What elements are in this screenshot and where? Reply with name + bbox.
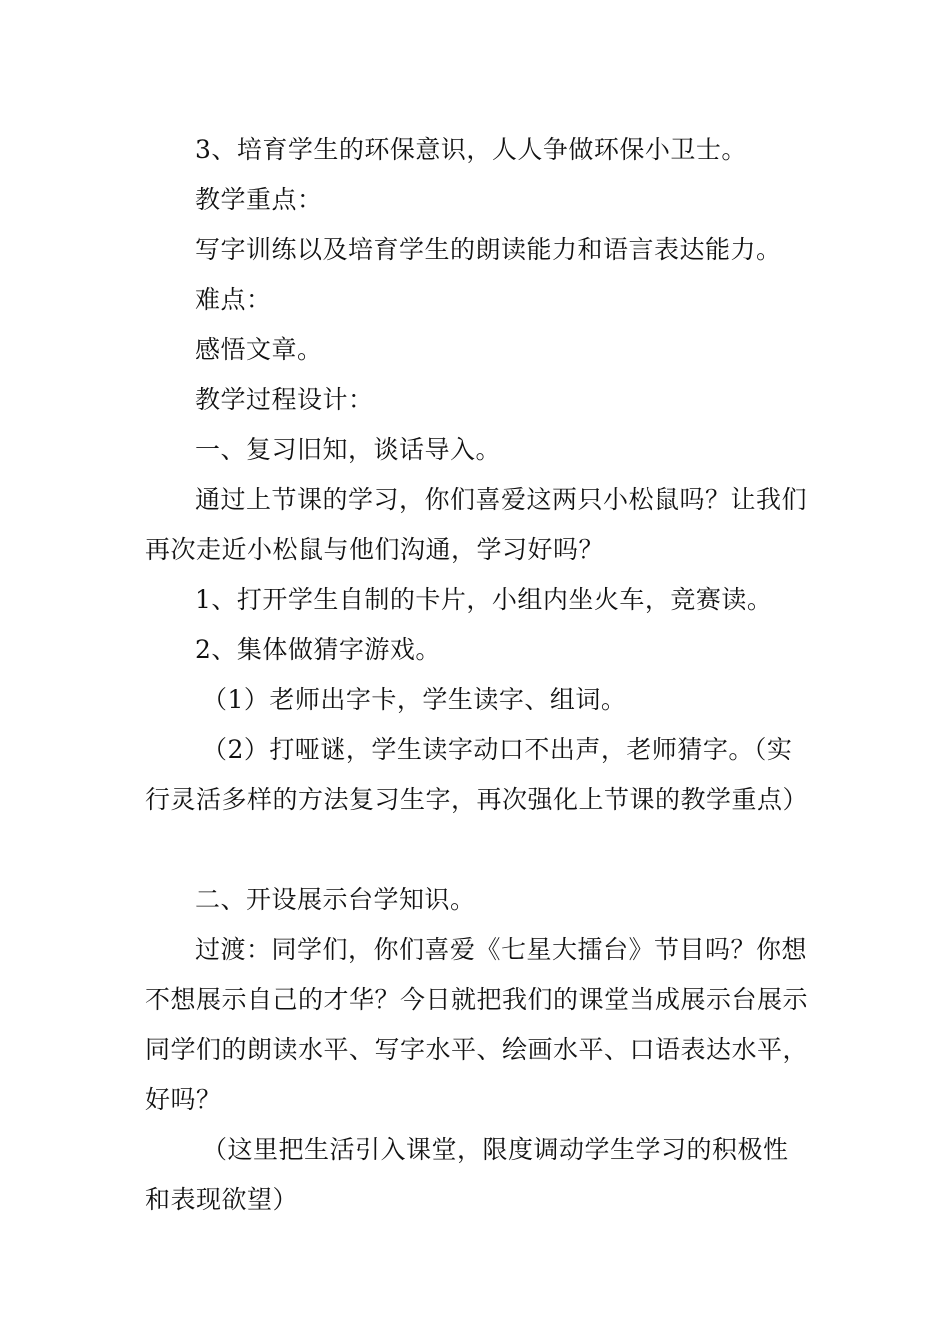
- paragraph-substep-1: （1）老师出字卡，学生读字、组词。: [202, 685, 627, 714]
- section-heading-review: 一、复习旧知，谈话导入。: [195, 435, 502, 464]
- paragraph-objective-3: 3、培育学生的环保意识，人人争做环保小卫士。: [195, 135, 747, 164]
- paragraph-intro-question: 通过上节课的学习，你们喜爱这两只小松鼠吗？让我们再次走近小松鼠与他们沟通，学习好吗？: [145, 485, 808, 564]
- section-heading-showcase: 二、开设展示台学知识。: [195, 885, 476, 914]
- paragraph-difficulties: 感悟文章。: [195, 335, 323, 364]
- paragraph-step-1: 1、打开学生自制的卡片，小组内坐火车，竞赛读。: [195, 585, 773, 614]
- paragraph-note: （这里把生活引入课堂，限度调动学生学习的积极性和表现欲望）: [145, 1135, 789, 1214]
- paragraph-transition: 过渡：同学们，你们喜爱《七星大擂台》节目吗？你想不想展示自己的才华？今日就把我们的课堂当成展示台展示同学们的朗读水平、写字水平、绘画水平、口语表达水平，好吗？: [145, 935, 809, 1114]
- heading-difficulties: 难点：: [195, 285, 272, 314]
- heading-process-design: 教学过程设计：: [195, 385, 374, 414]
- paragraph-substep-2: （2）打哑谜，学生读字动口不出声，老师猜字。（实行灵活多样的方法复习生字，再次强化上节课的教学重点）: [145, 735, 809, 814]
- paragraph-key-points: 写字训练以及培育学生的朗读能力和语言表达能力。: [195, 235, 782, 264]
- paragraph-step-2: 2、集体做猜字游戏。: [195, 635, 441, 664]
- heading-key-points: 教学重点：: [195, 185, 323, 214]
